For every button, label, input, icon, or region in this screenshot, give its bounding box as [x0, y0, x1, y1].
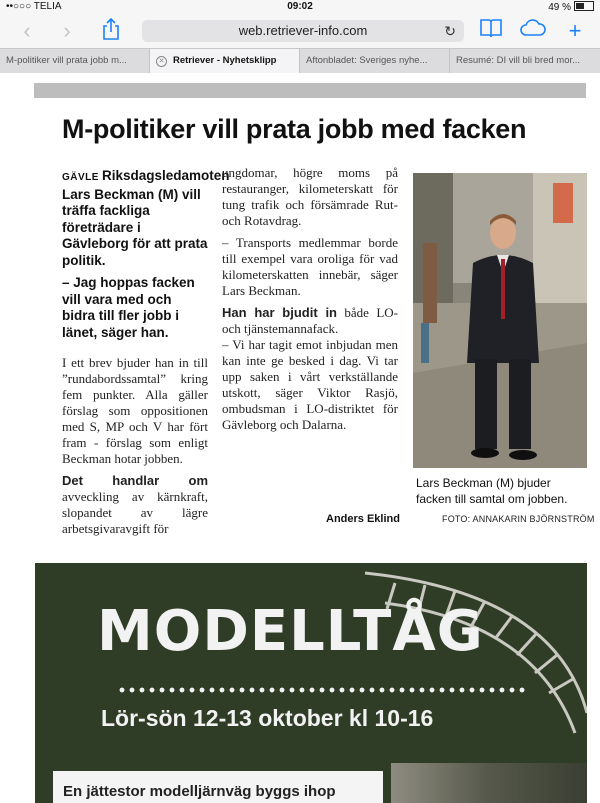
status-bar — [0, 0, 600, 14]
share-icon — [101, 17, 121, 41]
browser-toolbar — [0, 14, 600, 48]
tab-2[interactable] — [150, 49, 300, 73]
article-photo — [413, 173, 587, 468]
battery-indicator — [548, 1, 594, 13]
tab-label: Retriever - Nyhetsklipp — [173, 55, 277, 66]
body-paragraph: I ett brev bjuder han in till ”rundabordssamtal” kring fem punkter. Alla gäller förslag som oppositionen med S, MP och V har fört fram - förslag som enligt Beckman hotar jobben. — [62, 355, 208, 466]
new-tab-button[interactable]: + — [568, 18, 582, 43]
address-bar[interactable] — [142, 20, 464, 42]
ad-teaser-box — [53, 771, 383, 803]
subheading: Han har bjudit in — [222, 305, 337, 320]
body-paragraph: – Vi har tagit emot inbjudan men kan inte ge besked i dag. Vi tar upp saken i vårt verkställande utskott, säger Viktor Rasjö, ombudsman i LO-distriktet för Gävleborg och Dalarna. — [222, 337, 398, 432]
bookmarks-button[interactable] — [476, 17, 506, 45]
forward-button[interactable]: › — [63, 18, 71, 43]
body-paragraph: Han har bjudit in både LO- och tjänstemannafack. — [222, 305, 399, 336]
url-text: web.retriever-info.com — [238, 23, 368, 38]
subheading: Det handlar om — [62, 473, 208, 488]
advertisement[interactable] — [35, 563, 587, 803]
ad-photo — [391, 763, 587, 803]
icloud-tabs-button[interactable] — [518, 17, 548, 45]
reload-icon[interactable]: ↻ — [444, 23, 456, 39]
ad-title: MODELLTÅG — [97, 599, 484, 664]
body-paragraph: – Transports medlemmar borde till exempel vara oroliga för vad kilometerskatten innebär, säger Lars Beckman. — [222, 235, 398, 298]
article-headline: M-politiker vill prata jobb med facken — [62, 114, 527, 144]
dotted-divider — [117, 687, 527, 693]
article-page — [0, 73, 600, 800]
lead-paragraph: GÄVLE Riksdagsledamoten Lars Beckman (M) vill träffa fackliga företrädare i Gävleborg för att prata politik. — [62, 168, 230, 268]
author-byline: Anders Eklind — [326, 513, 400, 525]
tab-3[interactable] — [300, 49, 450, 73]
photo-credit: FOTO: ANNAKARIN BJÖRNSTRÖM — [442, 514, 595, 524]
tab-1[interactable] — [0, 49, 150, 73]
photo-caption: Lars Beckman (M) bjuder facken till samtal om jobben. — [416, 476, 568, 506]
battery-percent: 49 % — [548, 2, 571, 13]
back-button[interactable]: ‹ — [23, 18, 31, 43]
cloud-icon — [519, 17, 547, 39]
tab-bar — [0, 48, 600, 74]
carrier-name: TELIA — [33, 1, 62, 12]
column-1 — [62, 168, 230, 543]
tab-label: Aftonbladet: Sveriges nyhe... — [306, 55, 428, 66]
battery-icon — [574, 1, 594, 11]
close-tab-icon[interactable]: ✕ — [156, 56, 167, 67]
column-2 — [222, 165, 398, 439]
share-button[interactable] — [96, 17, 126, 45]
tab-label: Resumé: DI vill bli bred mor... — [456, 55, 581, 66]
signal-strength: ••○○○ — [6, 1, 32, 12]
ad-subtitle: Lör-sön 12-13 oktober kl 10-16 — [101, 705, 434, 731]
photo-image — [413, 173, 587, 468]
tab-label: M-politiker vill prata jobb m... — [6, 55, 127, 66]
location-tag: GÄVLE — [62, 172, 99, 183]
section-bar — [34, 83, 586, 98]
lead-quote: – Jag hoppas facken vill vara med och bidra till fler jobb i länet, säger han. — [62, 275, 195, 340]
body-paragraph: ungdomar, högre moms på restauranger, kilometerskatt för tung trafik och försämrade Rut- och Rotavdrag. — [222, 165, 398, 228]
body-paragraph: Det handlar om avveckling av kärnkraft, slopandet av lägre arbetsgivaravgift för — [62, 473, 208, 536]
book-icon — [479, 17, 503, 39]
tab-4[interactable] — [450, 49, 600, 73]
clock: 09:02 — [287, 1, 313, 12]
ad-teaser: En jättestor modelljärnväg byggs ihop — [63, 783, 336, 800]
